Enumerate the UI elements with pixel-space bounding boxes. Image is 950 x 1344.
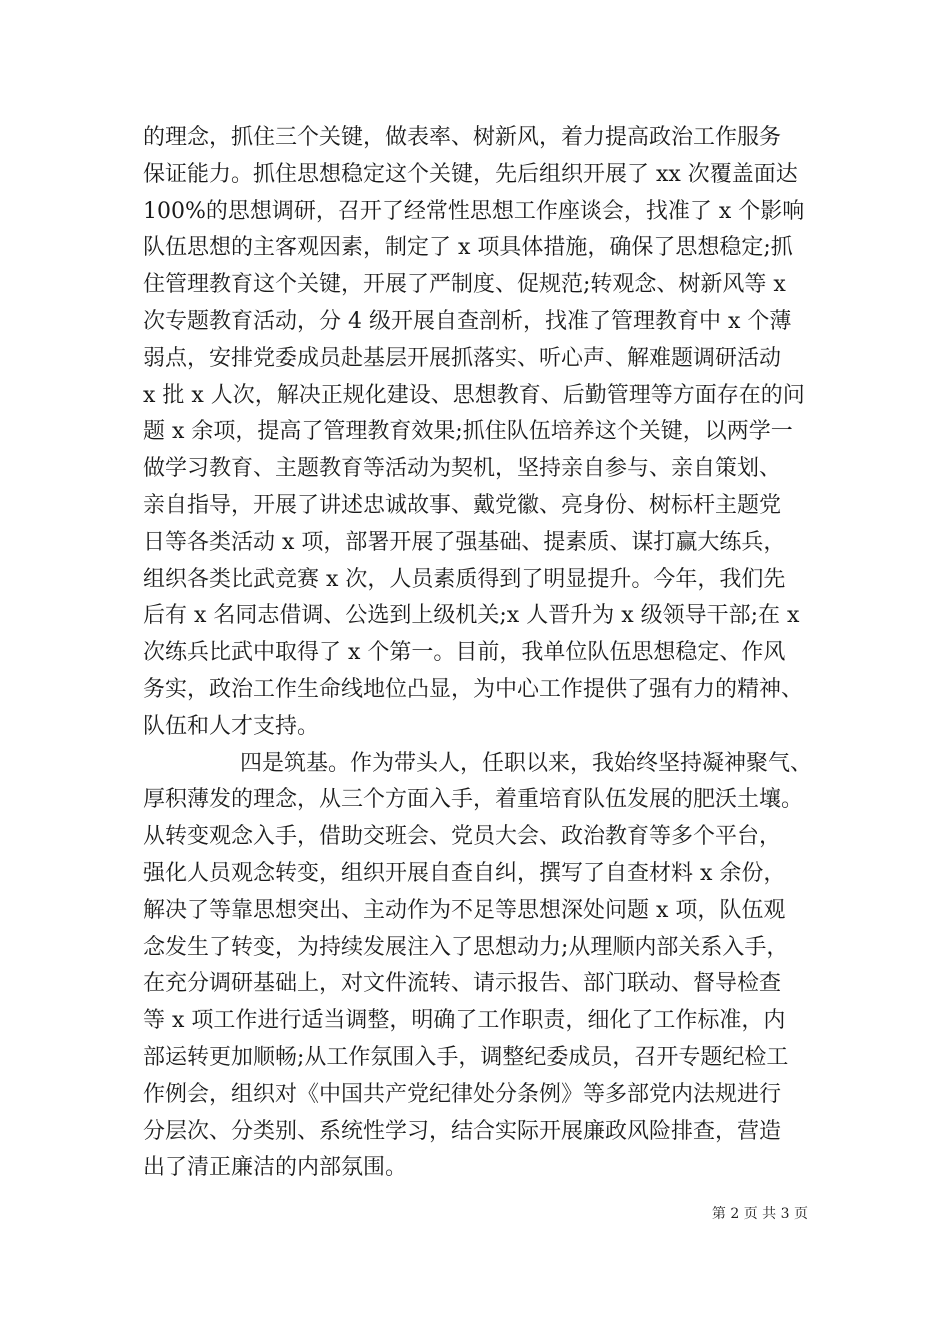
text-line: 做学习教育、主题教育等活动为契机，坚持亲自参与、亲自策划、 <box>143 456 782 482</box>
text-line: 住管理教育这个关键，开展了严制度、促规范;转观念、树新风等 x <box>143 272 786 298</box>
text-line: 题 x 余项，提高了管理教育效果;抓住队伍培养这个关键，以两学一 <box>143 419 793 445</box>
text-line: 亲自指导，开展了讲述忠诚故事、戴党徽、亮身份、树标杆主题党 <box>143 492 782 518</box>
text-line: 厚积薄发的理念，从三个方面入手，着重培育队伍发展的肥沃土壤。 <box>143 787 804 813</box>
text-line: 弱点，安排党委成员赴基层开展抓落实、听心声、解难题调研活动 <box>143 345 782 371</box>
text-line: 日等各类活动 x 项，部署开展了强基础、提素质、谋打赢大练兵， <box>143 529 786 555</box>
text-line: 在充分调研基础上，对文件流转、请示报告、部门联动、督导检查 <box>143 971 782 997</box>
text-line: 保证能力。抓住思想稳定这个关键，先后组织开展了 xx 次覆盖面达 <box>143 161 798 187</box>
text-line: 组织各类比武竞赛 x 次，人员素质得到了明显提升。今年，我们先 <box>143 566 786 592</box>
paragraph-1 <box>143 120 823 746</box>
text-line: 次练兵比武中取得了 x 个第一。目前，我单位队伍思想稳定、作风 <box>143 640 786 666</box>
text-line: 强化人员观念转变，组织开展自查自纠，撰写了自查材料 x 余份， <box>143 860 786 886</box>
text-line: 解决了等靠思想突出、主动作为不足等思想深处问题 x 项，队伍观 <box>143 897 786 923</box>
text-line: 次专题教育活动，分 4 级开展自查剖析，找准了管理教育中 x 个薄 <box>143 308 792 334</box>
text-line: 的理念，抓住三个关键，做表率、树新风，着力提高政治工作服务 <box>143 125 782 150</box>
text-line: 从转变观念入手，借助交班会、党员大会、政治教育等多个平台， <box>143 824 782 850</box>
text-line: 务实，政治工作生命线地位凸显，为中心工作提供了强有力的精神、 <box>143 676 804 702</box>
text-line: 队伍思想的主客观因素，制定了 x 项具体措施，确保了思想稳定;抓 <box>143 235 793 261</box>
text-line: 队伍和人才支持。 <box>143 713 320 739</box>
page-number: 第 2 页 共 3 页 <box>711 1206 808 1222</box>
text-line: 后有 x 名同志借调、公选到上级机关;x 人晋升为 x 级领导干部;在 x <box>143 603 800 629</box>
text-line: 部运转更加顺畅;从工作氛围入手，调整纪委成员，召开专题纪检工 <box>143 1044 789 1070</box>
text-line: 作例会，组织对《中国共产党纪律处分条例》等多部党内法规进行 <box>143 1081 782 1107</box>
text-line: 四是筑基。作为带头人，任职以来，我始终坚持凝神聚气、 <box>240 750 813 776</box>
text-line: 等 x 项工作进行适当调整，明确了工作职责，细化了工作标准，内 <box>143 1008 786 1034</box>
text-line: 出了清正廉洁的内部氛围。 <box>143 1155 408 1181</box>
text-line: 100%的思想调研，召开了经常性思想工作座谈会，找准了 x 个影响 <box>143 198 805 224</box>
text-line: x 批 x 人次，解决正规化建设、思想教育、后勤管理等方面存在的问 <box>143 382 805 408</box>
text-line: 分层次、分类别、系统性学习，结合实际开展廉政风险排查，营造 <box>143 1118 782 1144</box>
body-text <box>143 120 823 1187</box>
paragraph-2 <box>143 746 823 1188</box>
text-line: 念发生了转变，为持续发展注入了思想动力;从理顺内部关系入手， <box>143 934 789 960</box>
